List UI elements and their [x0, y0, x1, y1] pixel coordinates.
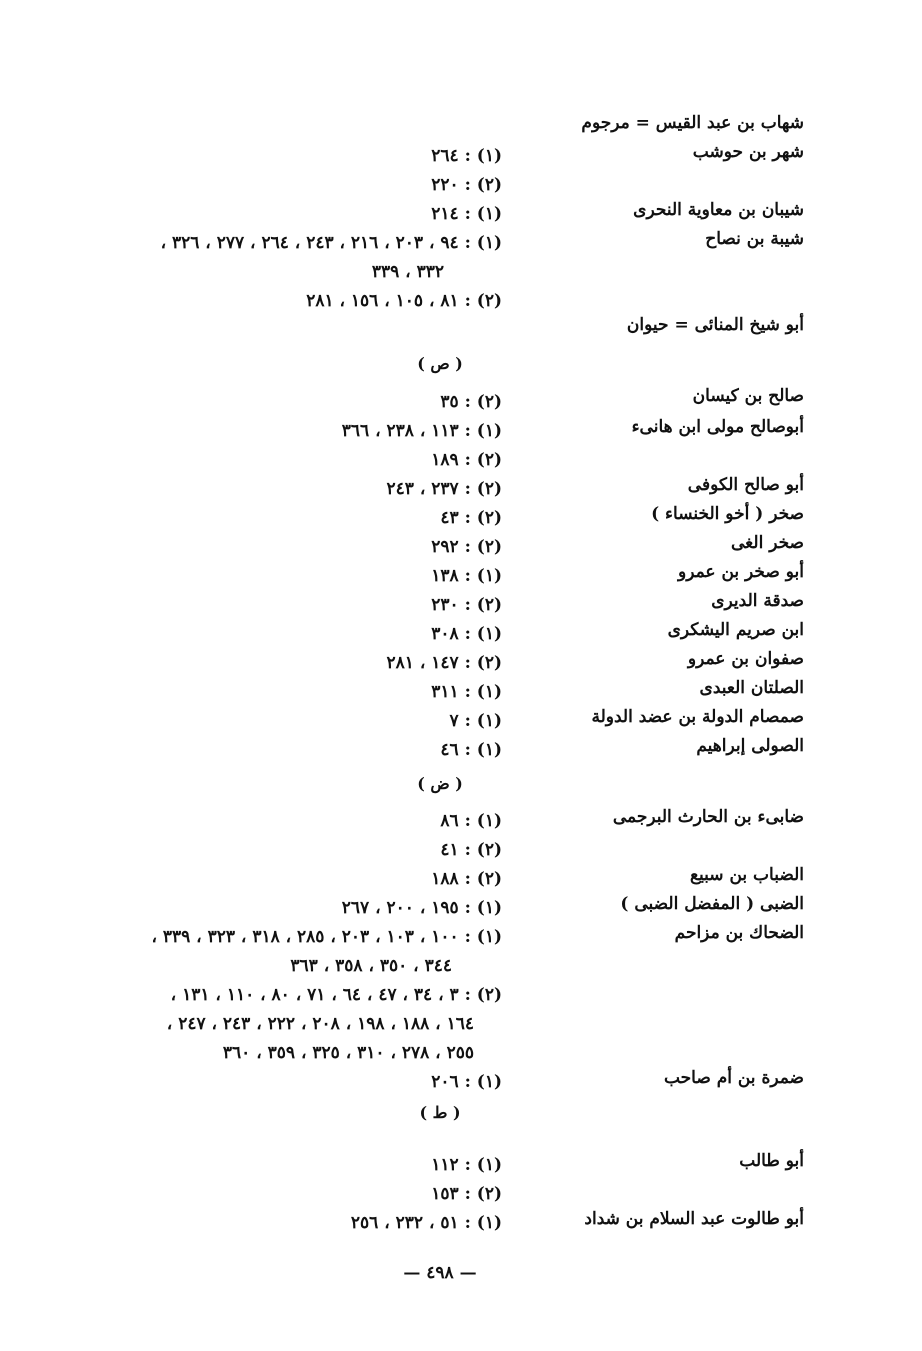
index-entry-ref: (٢) : ١٨٩: [431, 450, 502, 470]
index-entry-name: أبو طالوت عبد السلام بن شداد: [584, 1209, 804, 1229]
index-entry-ref: (١) : ٢١٤: [431, 204, 502, 224]
section-heading: ( ص ): [417, 354, 463, 373]
index-entry-name: أبوصالح مولى ابن هانىء: [631, 417, 804, 437]
index-entry-ref: (١) : ٤٦: [440, 740, 502, 760]
index-entry-ref: (١) : ٥١ ، ٢٣٢ ، ٢٥٦: [350, 1213, 502, 1233]
index-entry-ref: (٢) : ٢٢٠: [431, 175, 502, 195]
index-entry-ref: ٣٤٤ ، ٣٥٠ ، ٣٥٨ ، ٣٦٣: [290, 956, 452, 976]
index-entry-ref: (٢) : ١٤٧ ، ٢٨١: [386, 653, 502, 673]
section-heading: ( ض ): [417, 774, 463, 793]
index-entry-ref: (١) : ١٩٥ ، ٢٠٠ ، ٢٦٧: [341, 898, 502, 918]
index-entry-ref: (١) : ١١٢: [431, 1155, 502, 1175]
index-entry-ref: (١) : ١٠٠ ، ١٠٣ ، ٢٠٣ ، ٢٨٥ ، ٣١٨ ، ٣٢٣ ، ٣٣٩ ،: [151, 927, 502, 947]
index-entry-ref: (٢) : ١٨٨: [431, 869, 502, 889]
index-entry-name: ضابىء بن الحارث البرجمى: [612, 807, 804, 827]
index-entry-name: صخر الغى: [731, 533, 804, 553]
index-entry-ref: (٢) : ٣٥: [440, 392, 502, 412]
index-entry-ref: (٢) : ٤١: [440, 840, 502, 860]
index-entry-name: شهر بن حوشب: [692, 142, 804, 162]
index-entry-ref: (٢) : ٢٣٧ ، ٢٤٣: [386, 479, 502, 499]
index-entry-ref: ٣٣٢ ، ٣٣٩: [371, 262, 444, 282]
index-entry-name: الضباب بن سبيع: [689, 865, 804, 885]
index-entry-ref: (١) : ٢٦٤: [431, 146, 502, 166]
index-entry-ref: (١) : ٩٤ ، ٢٠٣ ، ٢١٦ ، ٢٤٣ ، ٢٦٤ ، ٢٧٧ ، ٣٢٦ ،: [160, 233, 502, 253]
index-entry-name: أبو طالب: [739, 1151, 804, 1171]
index-entry-ref: (٢) : ٨١ ، ١٠٥ ، ١٥٦ ، ٢٨١: [306, 291, 502, 311]
index-entry-name: صمصام الدولة بن عضد الدولة: [591, 707, 804, 727]
index-entry-ref: (٢) : ٤٣: [440, 508, 502, 528]
index-entry-ref: (٢) : ١٥٣: [431, 1184, 502, 1204]
index-entry-name: أبو صالح الكوفى: [687, 475, 804, 495]
index-entry-name: الضبى ( المفضل الضبى ): [620, 894, 804, 914]
index-entry-name: الضحاك بن مزاحم: [674, 923, 804, 943]
index-entry-name: صخر ( أخو الخنساء ): [651, 504, 804, 524]
index-entry-name: ضمرة بن أم صاحب: [663, 1068, 804, 1088]
index-entry-ref: (١) : ١١٣ ، ٢٣٨ ، ٣٦٦: [341, 421, 502, 441]
index-entry-name: صالح بن كيسان: [692, 386, 804, 406]
index-entry-ref: ٢٥٥ ، ٢٧٨ ، ٣١٠ ، ٣٢٥ ، ٣٥٩ ، ٣٦٠: [222, 1043, 474, 1063]
index-entry-name: أبو صخر بن عمرو: [677, 562, 804, 582]
index-entry-name: صدقة الديرى: [711, 591, 804, 611]
index-entry-name: صفوان بن عمرو: [687, 649, 804, 669]
index-entry-ref: (١) : ٣٠٨: [431, 624, 502, 644]
index-entry-ref: (١) : ٧: [449, 711, 502, 731]
page-number: — ٤٩٨ —: [403, 1263, 477, 1283]
index-entry-name: الصلتان العبدى: [699, 678, 804, 698]
index-entry-ref: (١) : ١٣٨: [431, 566, 502, 586]
index-entry-ref: (١) : ٣١١: [431, 682, 502, 702]
index-entry-name: الصولى إبراهيم: [696, 736, 804, 756]
index-entry-ref: (٢) : ٢٩٢: [431, 537, 502, 557]
index-entry-ref: (٢) : ٢٣٠: [431, 595, 502, 615]
index-entry-ref: (٢) : ٣ ، ٣٤ ، ٤٧ ، ٦٤ ، ٧١ ، ٨٠ ، ١١٠ ، ١٣١ ،: [170, 985, 502, 1005]
index-entry-name: شهاب بن عبد القيس = مرجوم: [581, 113, 804, 133]
index-entry-name: ابن صريم اليشكرى: [667, 620, 804, 640]
index-entry-name: أبو شيخ المنائى = حيوان: [626, 315, 804, 335]
index-entry-ref: (١) : ٨٦: [440, 811, 502, 831]
section-heading: ( ط ): [419, 1103, 461, 1122]
index-entry-ref: ١٦٤ ، ١٨٨ ، ١٩٨ ، ٢٠٨ ، ٢٢٢ ، ٢٤٣ ، ٢٤٧ ،: [166, 1014, 474, 1034]
index-entry-ref: (١) : ٢٠٦: [431, 1072, 502, 1092]
index-entry-name: شيبان بن معاوية النحرى: [633, 200, 804, 220]
index-entry-name: شيبة بن نصاح: [705, 229, 804, 249]
